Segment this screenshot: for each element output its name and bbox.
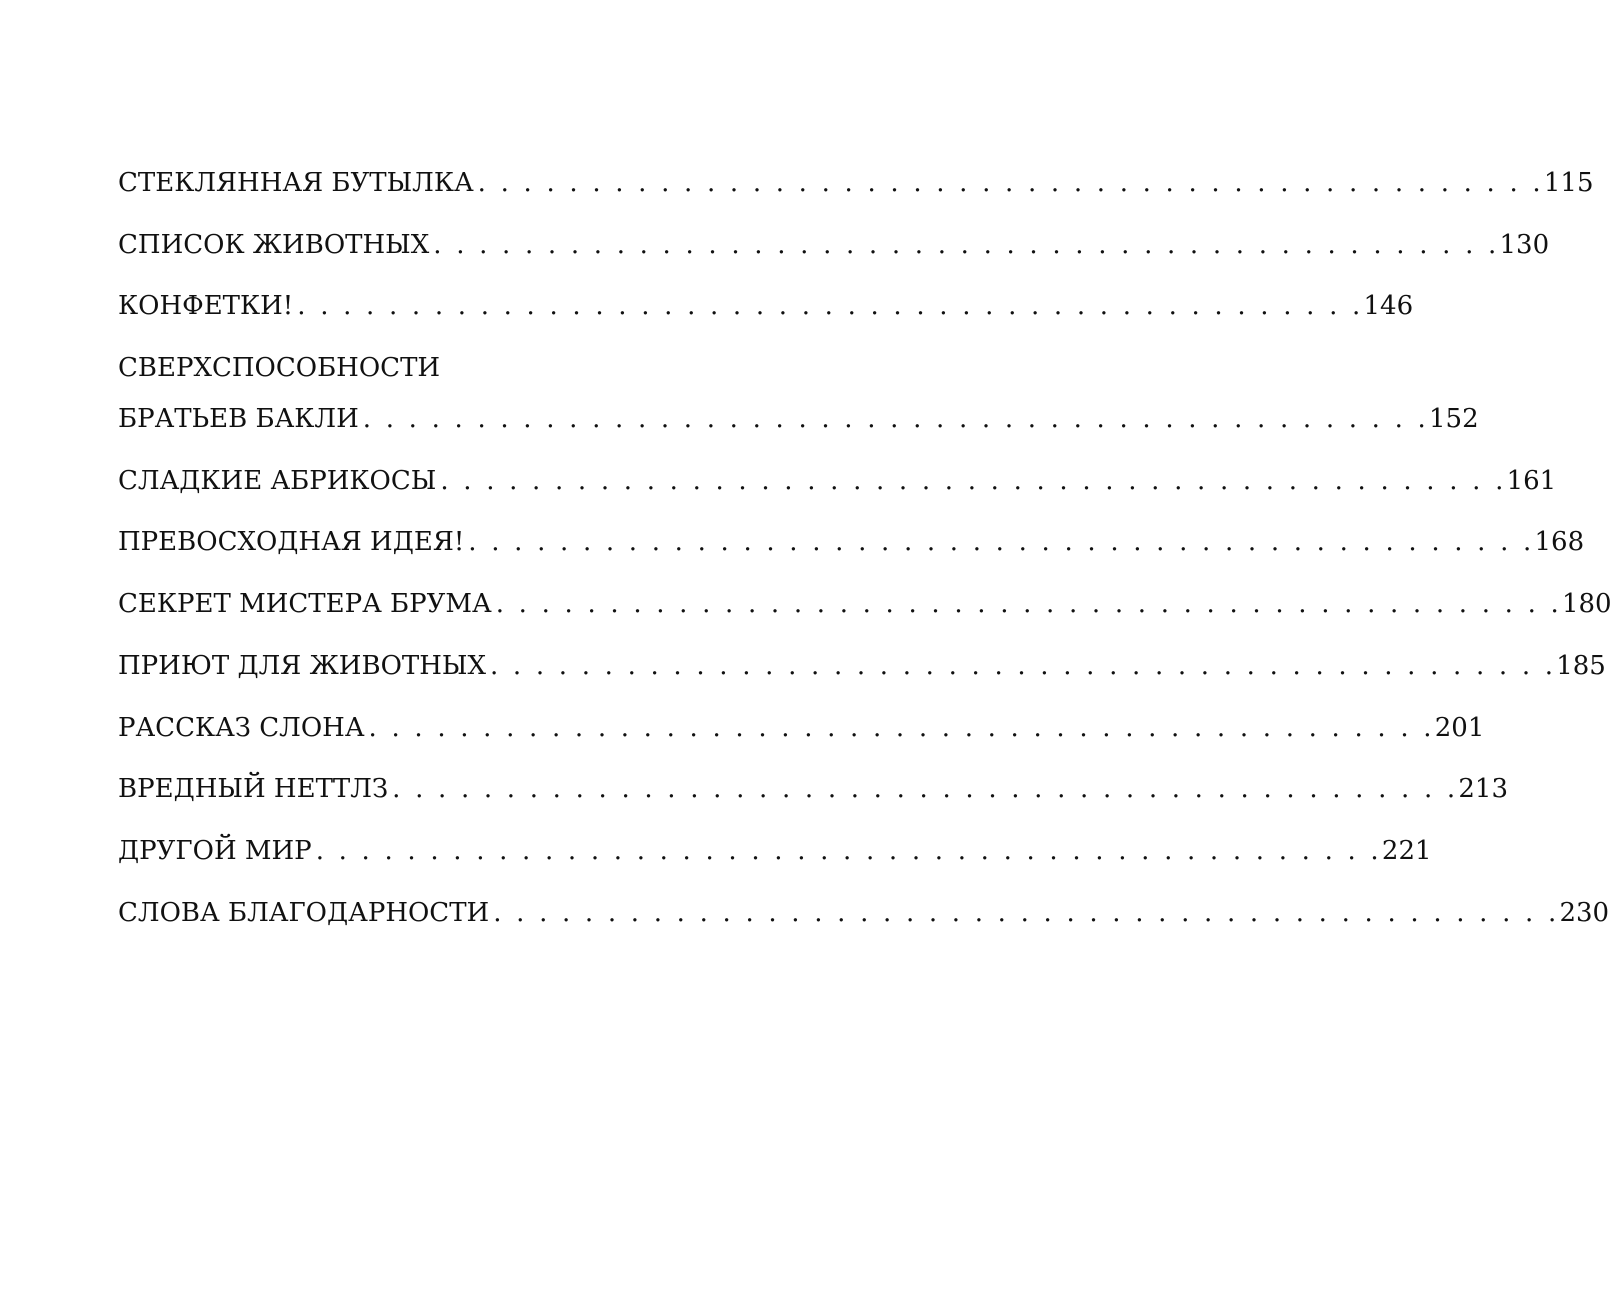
toc-entry-title-line1: СВЕРХСПОСОБНОСТИ [118,353,441,384]
dot-leader: . . . . . . . . . . . . . . . . . . . . . . . . . . . . . . . . . . . . . . . . . . . . . . . [490,650,1557,681]
toc-entry-title: БРАТЬЕВ БАКЛИ [118,404,359,435]
dot-leader: . . . . . . . . . . . . . . . . . . . . . . . . . . . . . . . . . . . . . . . . . . . . . . . [315,835,1382,866]
toc-entry[interactable] [118,774,1509,814]
toc-entry[interactable] [118,589,1612,629]
toc-entry[interactable] [118,835,1432,876]
toc-entry[interactable] [118,527,1585,567]
toc-entry[interactable] [118,353,1479,444]
toc-entry-page: 230 [1559,897,1610,928]
toc-entry-title: СЕКРЕТ МИСТЕРА БРУМА [118,589,492,620]
dot-leader: . . . . . . . . . . . . . . . . . . . . . . . . . . . . . . . . . . . . . . . . . . . . . . . [362,404,1430,435]
toc-entry-page: 168 [1534,527,1585,558]
toc-entry-page: 201 [1434,712,1485,743]
toc-entry-title: СЛОВА БЛАГОДАРНОСТИ [118,897,490,928]
toc-entry-page: 180 [1561,589,1612,620]
dot-leader: . . . . . . . . . . . . . . . . . . . . . . . . . . . . . . . . . . . . . . . . . . . . . . . [297,291,1364,322]
toc-entry[interactable] [118,712,1485,753]
toc-entry-title: СПИСОК ЖИВОТНЫХ [118,229,430,260]
dot-leader: . . . . . . . . . . . . . . . . . . . . . . . . . . . . . . . . . . . . . . . . . . . . . . . [468,527,1535,558]
toc-entry-page: 146 [1363,291,1414,322]
dot-leader: . . . . . . . . . . . . . . . . . . . . . . . . . . . . . . . . . . . . . . . . . . . . . . . [440,465,1507,496]
toc-entry-title: ВРЕДНЫЙ НЕТТЛЗ [118,774,389,805]
toc-entry-title: КОНФЕТКИ! [118,291,294,322]
table-of-contents [118,168,1612,959]
toc-entry[interactable] [118,168,1594,208]
toc-entry[interactable] [118,229,1550,270]
dot-leader: . . . . . . . . . . . . . . . . . . . . . . . . . . . . . . . . . . . . . . . . . . . . . . . [368,712,1435,743]
dot-leader: . . . . . . . . . . . . . . . . . . . . . . . . . . . . . . . . . . . . . . . . . . . . . . . [392,774,1459,805]
toc-entry-page: 152 [1429,404,1479,435]
dot-leader: . . . . . . . . . . . . . . . . . . . . . . . . . . . . . . . . . . . . . . . . . . . . . . . [477,168,1544,198]
toc-entry-title: ДРУГОЙ МИР [118,835,312,866]
toc-entry[interactable] [118,650,1606,691]
toc-entry-page: 185 [1556,650,1606,681]
toc-entry-page: 130 [1499,229,1550,260]
toc-entry-page: 161 [1506,465,1557,496]
toc-entry-title: ПРЕВОСХОДНАЯ ИДЕЯ! [118,527,465,558]
dot-leader: . . . . . . . . . . . . . . . . . . . . . . . . . . . . . . . . . . . . . . . . . . . . . . . [495,589,1562,620]
toc-entry-page: 115 [1543,168,1594,198]
toc-entry-title: ПРИЮТ ДЛЯ ЖИВОТНЫХ [118,650,486,681]
toc-entry-page: 213 [1458,774,1509,805]
toc-entry-page: 221 [1381,835,1432,866]
toc-entry-title: СТЕКЛЯННАЯ БУТЫЛКА [118,168,474,198]
toc-entry[interactable] [118,897,1610,938]
dot-leader: . . . . . . . . . . . . . . . . . . . . . . . . . . . . . . . . . . . . . . . . . . . . . . . [433,229,1500,260]
dot-leader: . . . . . . . . . . . . . . . . . . . . . . . . . . . . . . . . . . . . . . . . . . . . . . . [493,897,1560,928]
toc-entry-title: РАССКАЗ СЛОНА [118,712,365,743]
toc-entry[interactable] [118,291,1414,331]
toc-entry-title: СЛАДКИЕ АБРИКОСЫ [118,465,437,496]
toc-entry[interactable] [118,465,1557,506]
